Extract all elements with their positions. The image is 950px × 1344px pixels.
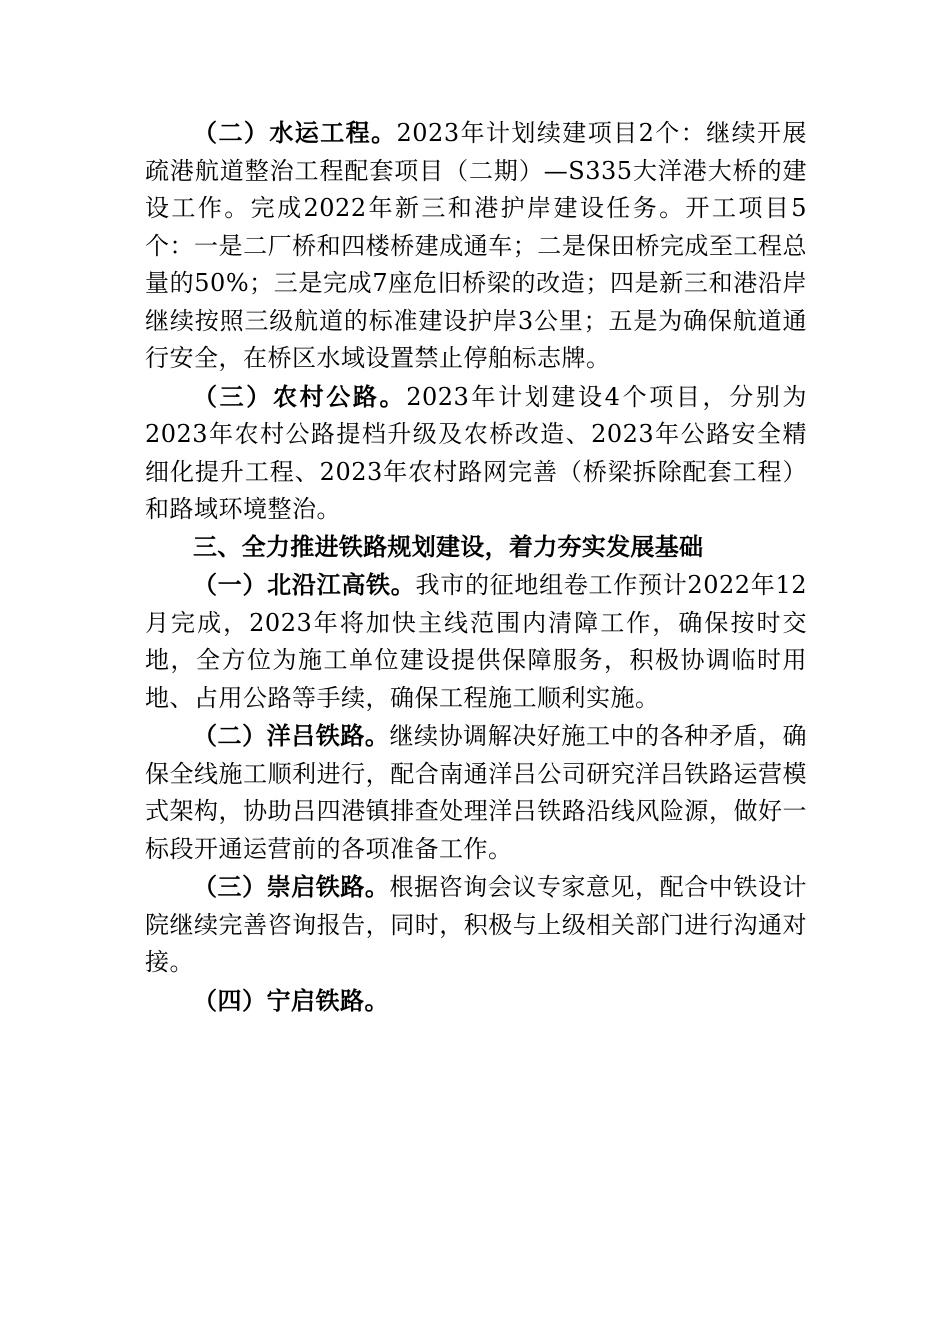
paragraph-title: （三）农村公路。 (193, 381, 407, 411)
paragraph-title: （三）崇启铁路。 (193, 872, 390, 901)
section-heading: 三、全力推进铁路规划建设，着力夯实发展基础 (193, 532, 704, 561)
paragraph-title: （二）水运工程。 (193, 118, 397, 147)
paragraph-text: 我市的征地组卷工作预计2022年12月完成，2023年将加快主线范围内清障工作，确保按时交地，全方位为施工单位建设提供保障服务，积极协调临时用地、占用公路等手续，确保工程施工顺利实施。 (145, 571, 807, 712)
paragraph-rural-roads (145, 378, 807, 529)
paragraph-title: （二）洋吕铁路。 (193, 721, 390, 750)
paragraph-text: 2023年计划续建项目2个：继续开展疏港航道整治工程配套项目（二期）—S335大洋港大桥的建设工作。完成2022年新三和港护岸建设任务。开工项目5个：一是二厂桥和四楼桥建成通车；二是保田桥完成至工程总量的50%；三是完成7座危旧桥梁的改造；四是新三和港沿岸继续按照三级航道的标准建设护岸3公里；五是为确保航道通行安全，在桥区水域设置禁止停舶标志牌。 (145, 119, 807, 372)
paragraph-chongqi-railway (145, 868, 807, 982)
paragraph-text: 根据咨询会议专家意见，配合中铁设计院继续完善咨询报告，同时，积极与上级相关部门进行沟通对接。 (145, 873, 807, 976)
paragraph-text: 2023年计划建设4个项目，分别为2023年农村公路提档升级及农桥改造、2023年公路安全精细化提升工程、2023年农村路网完善（桥梁拆除配套工程）和路域环境整治。 (145, 382, 807, 523)
paragraph-title: （一）北沿江高铁。 (193, 570, 416, 599)
paragraph-ningqi-railway (145, 982, 807, 1021)
paragraph-north-yangtze-rail (145, 566, 807, 717)
document-body (145, 114, 807, 1020)
paragraph-text: 继续协调解决好施工中的各种矛盾，确保全线施工顺利进行，配合南通洋吕公司研究洋吕铁路运营模式架构，协助吕四港镇排查处理洋吕铁路沿线风险源，做好一标段开通运营前的各项准备工作。 (145, 722, 807, 863)
paragraph-yanglv-railway (145, 717, 807, 868)
paragraph-water-transport (145, 114, 807, 378)
paragraph-title: （四）宁启铁路。 (193, 985, 389, 1015)
